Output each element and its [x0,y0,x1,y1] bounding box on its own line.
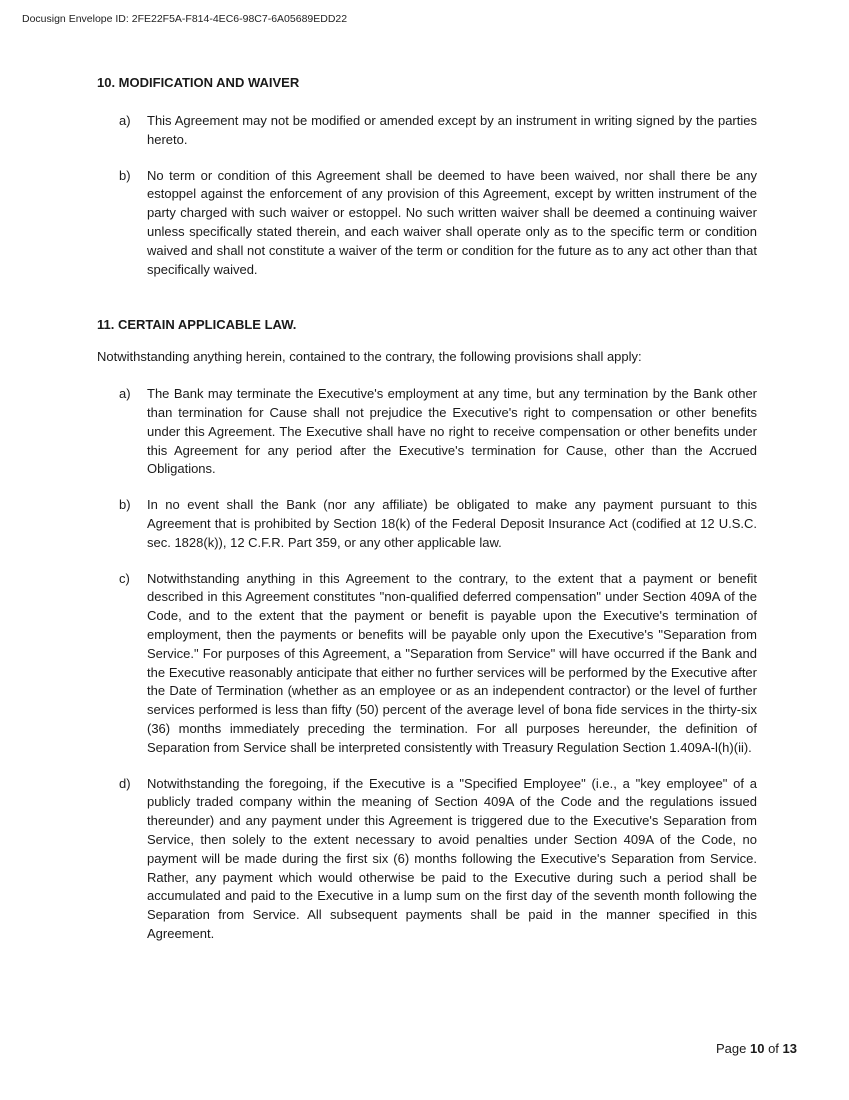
clause-text: Notwithstanding anything in this Agreement to the contrary, to the extent that a payment or benefit described in this Agreement constitutes "non-qualified deferred compensation" under Section 409A of the Code, and to the extent that the payment or benefit is payable upon the Executive's termination of employment, then the payments or benefits will be payable only upon the Executive's "Separation from Service." For purposes of this Agreement, a "Separation from Service" will have occurred if the Bank and the Executive reasonably anticipate that either no further services will be performed by the Executive after the Date of Termination (whether as an employee or as an independent contractor) or the level of further services performed is less than fifty (50) percent of the average level of bona fide services in the thirty-six (36) months immediately preceding the termination. For all purposes hereunder, the definition of Separation from Service shall be interpreted consistently with Treasury Regulation Section 1.409A-l(h)(ii). [147,570,757,755]
section-11-clause-a [97,385,757,479]
section-11-clause-b [97,496,757,552]
clause-letter: a) [119,386,131,402]
page-of: of [768,1041,779,1056]
clause-text: This Agreement may not be modified or amended except by an instrument in writing signed by the parties hereto. [147,113,757,147]
page-label: Page [715,1041,747,1056]
clause-letter: b) [119,497,131,513]
clause-text: No term or condition of this Agreement shall be deemed to have been waived, nor shall there be any estoppel against the enforcement of any provision of this Agreement, except by written instrument of the party charged with such waiver or estoppel. No such written waiver shall be deemed a continuing waiver unless specifically stated therein, and each waiver shall operate only as to the specific term or condition waived and shall not constitute a waiver of the term or condition for the future as to any act other than that specifically waived. [147,167,757,277]
section-11-clause-d [97,775,757,944]
page-number [716,1041,797,1056]
clause-text: The Bank may terminate the Executive's employment at any time, but any termination by the Bank other than termination for Cause shall not prejudice the Executive's right to compensation or other benefits under this Agreement. The Executive shall have no right to receive compensation or other benefits under this Agreement for any period after the Executive's termination for Cause, other than the Accrued Obligations. [147,386,757,477]
document-body [97,74,757,944]
page-current: 10 [749,1041,765,1056]
section-10-clause-b [97,167,757,280]
envelope-id: Docusign Envelope ID: 2FE22F5A-F814-4EC6-98C7-6A05689EDD22 [22,13,348,25]
section-10-heading: 10. MODIFICATION AND WAIVER [97,75,300,90]
clause-letter: a) [119,113,131,128]
clause-text: Notwithstanding the foregoing, if the Executive is a "Specified Employee" (i.e., a "key employee" of a publicly traded company within the meaning of Section 409A of the Code and the regulations issued thereunder) and any payment under this Agreement is triggered due to the Executive's Separation from Service, then solely to the extent necessary to avoid penalties under Section 409A of the Code, no payment will be made during the first six (6) months following the Executive's Separation from Service. Rather, any payment which would otherwise be paid to the Executive during such a period shall be accumulated and paid to the Executive in a lump sum on the first day of the seventh month following the Separation from Service. All subsequent payments shall be paid in the manner specified in this Agreement. [147,775,757,941]
clause-letter: b) [119,167,131,183]
clause-letter: c) [119,570,130,586]
section-10-clause-a [97,112,757,150]
section-11-intro: Notwithstanding anything herein, contained to the contrary, the following provisions shall apply: [97,349,642,365]
page-total: 13 [782,1041,797,1056]
section-11-heading: 11. CERTAIN APPLICABLE LAW. [97,317,297,333]
clause-letter: d) [119,775,131,791]
section-11-clause-c [97,570,757,758]
clause-text: In no event shall the Bank (nor any affiliate) be obligated to make any payment pursuant to this Agreement that is prohibited by Section 18(k) of the Federal Deposit Insurance Act (codified at 12 U.S.C. sec. 1828(k)), 12 C.F.R. Part 359, or any other applicable law. [147,497,757,550]
